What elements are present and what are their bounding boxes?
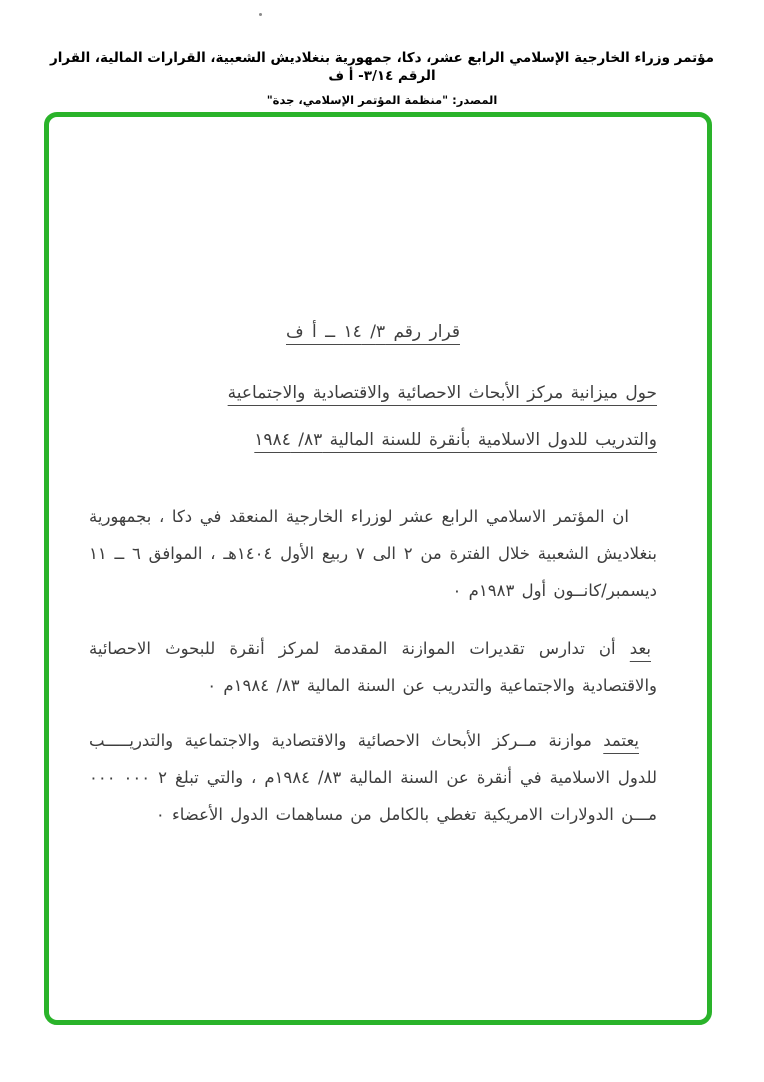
paragraph-having-studied-text: أن تدارس تقديرات الموازنة المقدمة لمركز أنقرة للبحوث الاحصائية والاقتصادية والاجتماعية والتدريب عن السنة المالية ٨٣/ ١٩٨٤م ٠: [89, 639, 657, 695]
budget-amount: ٠٠٠ ٠٠٠ ٢: [89, 768, 167, 787]
source-header-citation: مؤتمر وزراء الخارجية الإسلامي الرابع عشر، دكا، جمهورية بنغلاديش الشعبية، القرارات المالية، القرار الرقم ٣/١٤- أ ف: [49, 50, 715, 84]
resolution-number-title: قرار رقم ٣/ ١٤ ــ أ ف: [286, 322, 460, 342]
paragraph-approves-text-before-amount: موازنة مــركز الأبحاث الاحصائية والاقتصادية والاجتماعية والتدريـــــب للدول الاسلامية في أنقرة عن السنة المالية ٨٣/ ١٩٨٤م ، والتي تبلغ: [89, 731, 657, 787]
paragraph-having-studied: [89, 630, 657, 704]
paragraph-preamble: ان المؤتمر الاسلامي الرابع عشر لوزراء الخارجية المنعقد في دكا ، بجمهورية بنغلاديش الشعبية خلال الفترة من ٢ الى ٧ ربيع الأول ١٤٠٤هـ ، الموافق ٦ ــ ١١ ديسمبر/كانــون أول ١٩٨٣م ٠: [89, 507, 657, 600]
source-header-source-line: المصدر: "منظمة المؤتمر الإسلامي، جدة": [266, 93, 498, 107]
paragraph-approves-text-after-amount: مـــن الدولارات الامريكية تغطي بالكامل من مساهمات الدول الأعضاء ٠: [155, 805, 657, 824]
lead-word-yatamad: يعتمد: [603, 731, 639, 750]
paragraph-approves: [89, 722, 657, 833]
resolution-subject-line2: والتدريب للدول الاسلامية بأنقرة للسنة المالية ٨٣/ ١٩٨٤: [254, 430, 657, 450]
scan-speck: [259, 13, 262, 16]
resolution-subject: [89, 370, 657, 464]
resolution-document: [89, 322, 657, 833]
source-header: [30, 49, 734, 107]
resolution-subject-line1: حول ميزانية مركز الأبحاث الاحصائية والاقتصادية والاجتماعية: [227, 383, 657, 403]
document-frame: [44, 112, 712, 1025]
lead-word-baad: بعد: [629, 639, 651, 658]
